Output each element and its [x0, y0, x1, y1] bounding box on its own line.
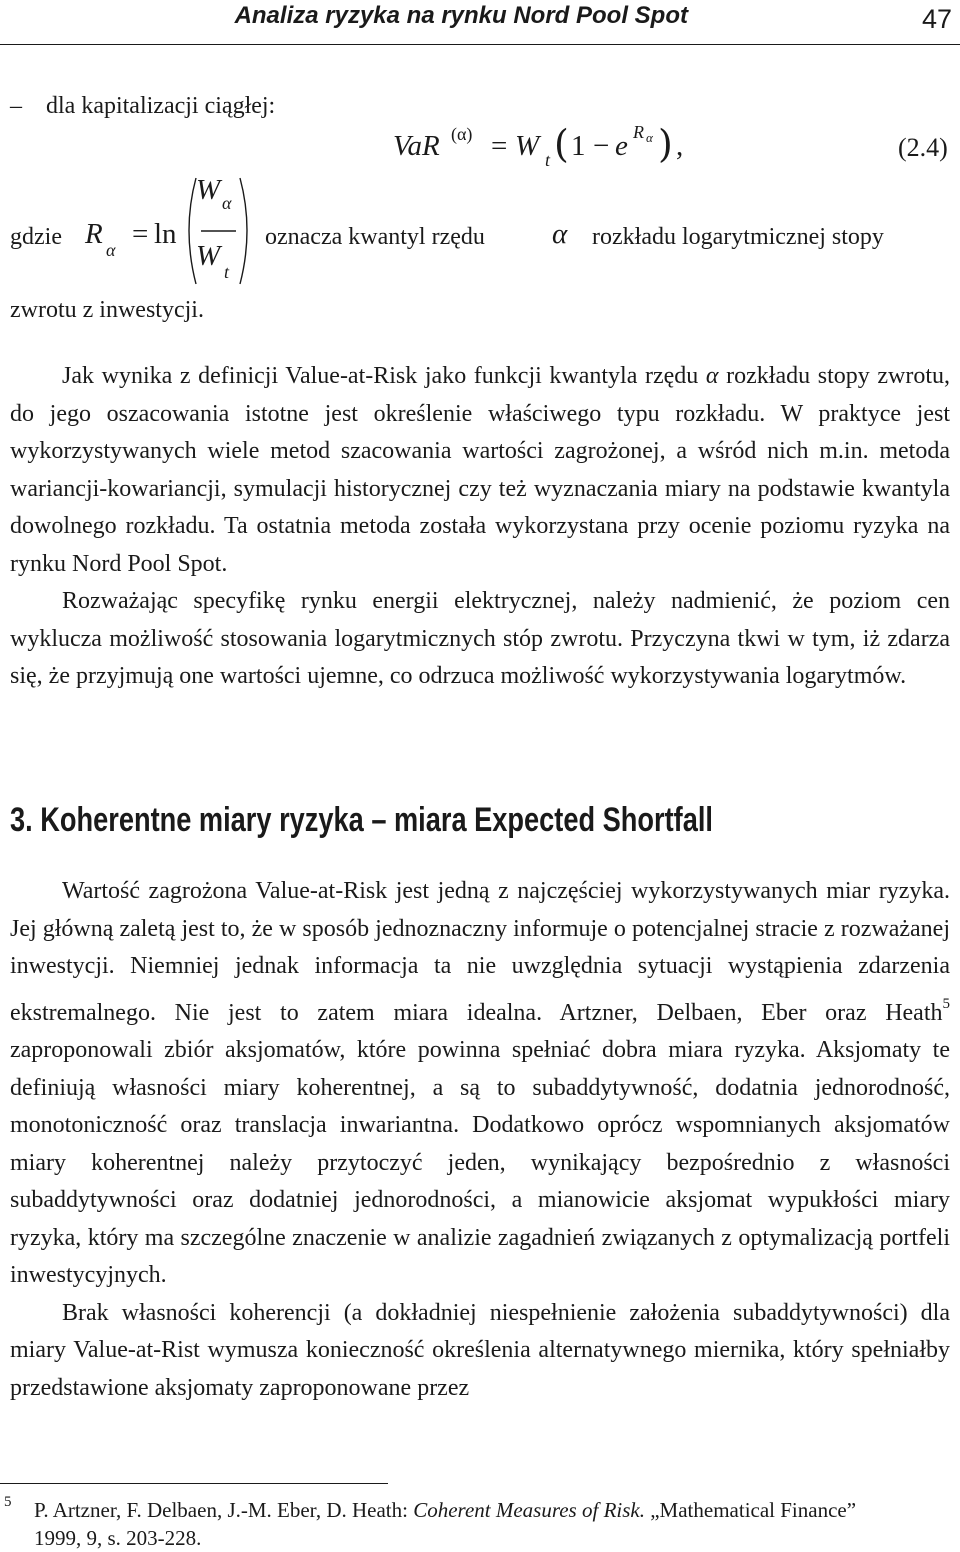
ln-symbol: ln — [154, 218, 177, 250]
running-header-title: Analiza ryzyka na rynku Nord Pool Spot — [234, 2, 688, 29]
paragraph-var-definition — [10, 358, 950, 583]
p1-text-b: rozkładu stopy zwrotu, do jego oszacowania istotne jest określenie właściwego typu rozkładu. W praktyce jest wykorzystywanych wiele metod szacowania wartości zagrożonej, a wśród nich m.in. metoda wariancji-kowariancji, symulacji historycznej czy też wyznaczania miary na podstawie kwantyla dowolnego rozkładu. Ta ostatnia metoda została wykorzystana przy ocenie poziomu ryzyka na rynku Nord Pool Spot. — [10, 363, 951, 577]
section-heading: 3. Koherentne miary ryzyka – miara Expected Shortfall — [10, 801, 713, 839]
equation-number: (2.4) — [898, 133, 948, 162]
paragraph-block-1 — [10, 358, 950, 696]
footnote-reference: 5 — [942, 995, 950, 1012]
e-symbol: e — [615, 130, 628, 162]
p3-text-b: zaproponowali zbiór aksjomatów, które powinna spełniać dobra miara ryzyka. Aksjomaty te definiują własności miary koherentnej, a są to subaddytywność, dodatnia jednorodność, monotoniczność oraz translacja inwariantna. Dodatkowo oprócz wspomnianych aksjomatów miary koherentnej należy przytoczyć jeden, wynikający bezpośrednio z własności subaddytywności oraz dodatniej jednorodności, a mianowicie aksjomat wypukłości miary ryzyka, który ma szczególne znaczenie w analizie zagadnień związanych z optymalizacją portfeli inwestycyjnych. — [10, 1037, 950, 1288]
p3-text-a: Wartość zagrożona Value-at-Risk jest jedną z najczęściej wykorzystywanych miar ryzyka. Jej główną zaletą jest to, że w sposób jednoznaczny informuje o potencjalnej stracie z rozważanej inwestycji. Niemniej jednak informacja ta nie uwzględnia sytuacji wystąpienia zdarzenia ekstremalnego. Nie jest to zatem miara idealna. Artzner, Delbaen, Eber oraz Heath — [10, 878, 950, 1026]
fraction-denominator-w: W — [196, 240, 221, 272]
p1-text-a: Jak wynika z definicji Value-at-Risk jako funkcji kwantyla rzędu — [62, 363, 699, 389]
w-symbol: W — [515, 130, 540, 162]
paragraph-subadditivity: Brak własności koherencji (a dokładniej niespełnienie założenia subaddytywności) dla miary Value-at-Rist wymusza konieczność określenia alternatywnego miernika, który spełniałby przedstawione aksjomaty zaproponowane przez — [10, 1299, 950, 1401]
paragraph-coherent-measures — [10, 873, 950, 1295]
footnote-rule — [0, 1483, 388, 1484]
definition-text-a: oznacza kwantyl rzędu — [265, 224, 485, 250]
header-rule — [0, 44, 960, 45]
r-alpha-subscript: α — [106, 240, 116, 260]
comma: , — [676, 130, 684, 162]
definition-text-b: rozkładu logarytmicznej stopy — [592, 224, 884, 250]
minus-sign: − — [593, 130, 610, 162]
var-equation — [393, 122, 773, 170]
page-number: 47 — [921, 4, 952, 34]
exponent-r: R — [633, 122, 644, 142]
gdzie-word: gdzie — [10, 224, 62, 250]
exponent-alpha: α — [646, 130, 653, 145]
footnote — [0, 1496, 950, 1552]
footnote-details: 1999, 9, s. 203-228. — [34, 1526, 202, 1550]
open-paren: ( — [554, 122, 569, 166]
w-subscript: t — [545, 150, 551, 170]
close-paren: ) — [658, 122, 673, 166]
footnote-number: 5 — [4, 1494, 12, 1510]
paragraph-block-2 — [10, 873, 950, 1407]
footnote-text — [34, 1496, 950, 1524]
bullet-dash: – — [10, 93, 22, 119]
footnote-title: Coherent Measures of Risk. — [413, 1498, 645, 1522]
var-alpha-superscript: (α) — [451, 124, 473, 144]
footnote-journal: „Mathematical Finance” — [650, 1498, 857, 1522]
one-digit: 1 — [571, 130, 586, 162]
definition-text-c: zwrotu z inwestycji. — [10, 297, 204, 323]
numerator-alpha-subscript: α — [222, 193, 232, 213]
p1-alpha-symbol: α — [705, 363, 719, 389]
equals-sign: = — [491, 130, 508, 162]
def-equals-sign: = — [132, 218, 149, 250]
fraction-numerator-w: W — [196, 174, 221, 206]
footnote-authors: P. Artzner, F. Delbaen, J.-M. Eber, D. Heath: — [34, 1498, 408, 1522]
var-symbol: VaR — [393, 130, 440, 162]
bullet-text: dla kapitalizacji ciągłej: — [46, 93, 276, 119]
alpha-symbol: α — [552, 218, 568, 250]
denominator-t-subscript: t — [224, 262, 230, 282]
paragraph-log-returns: Rozważając specyfikę rynku energii elektrycznej, należy nadmienić, że poziom cen wyklucza możliwość stosowania logarytmicznych stóp zwrotu. Przyczyna tkwi w tym, iż zdarza się, że przyjmują one wartości ujemne, co odrzuca możliwość wykorzystywania logarytmów. — [10, 588, 950, 689]
r-symbol: R — [85, 218, 103, 250]
